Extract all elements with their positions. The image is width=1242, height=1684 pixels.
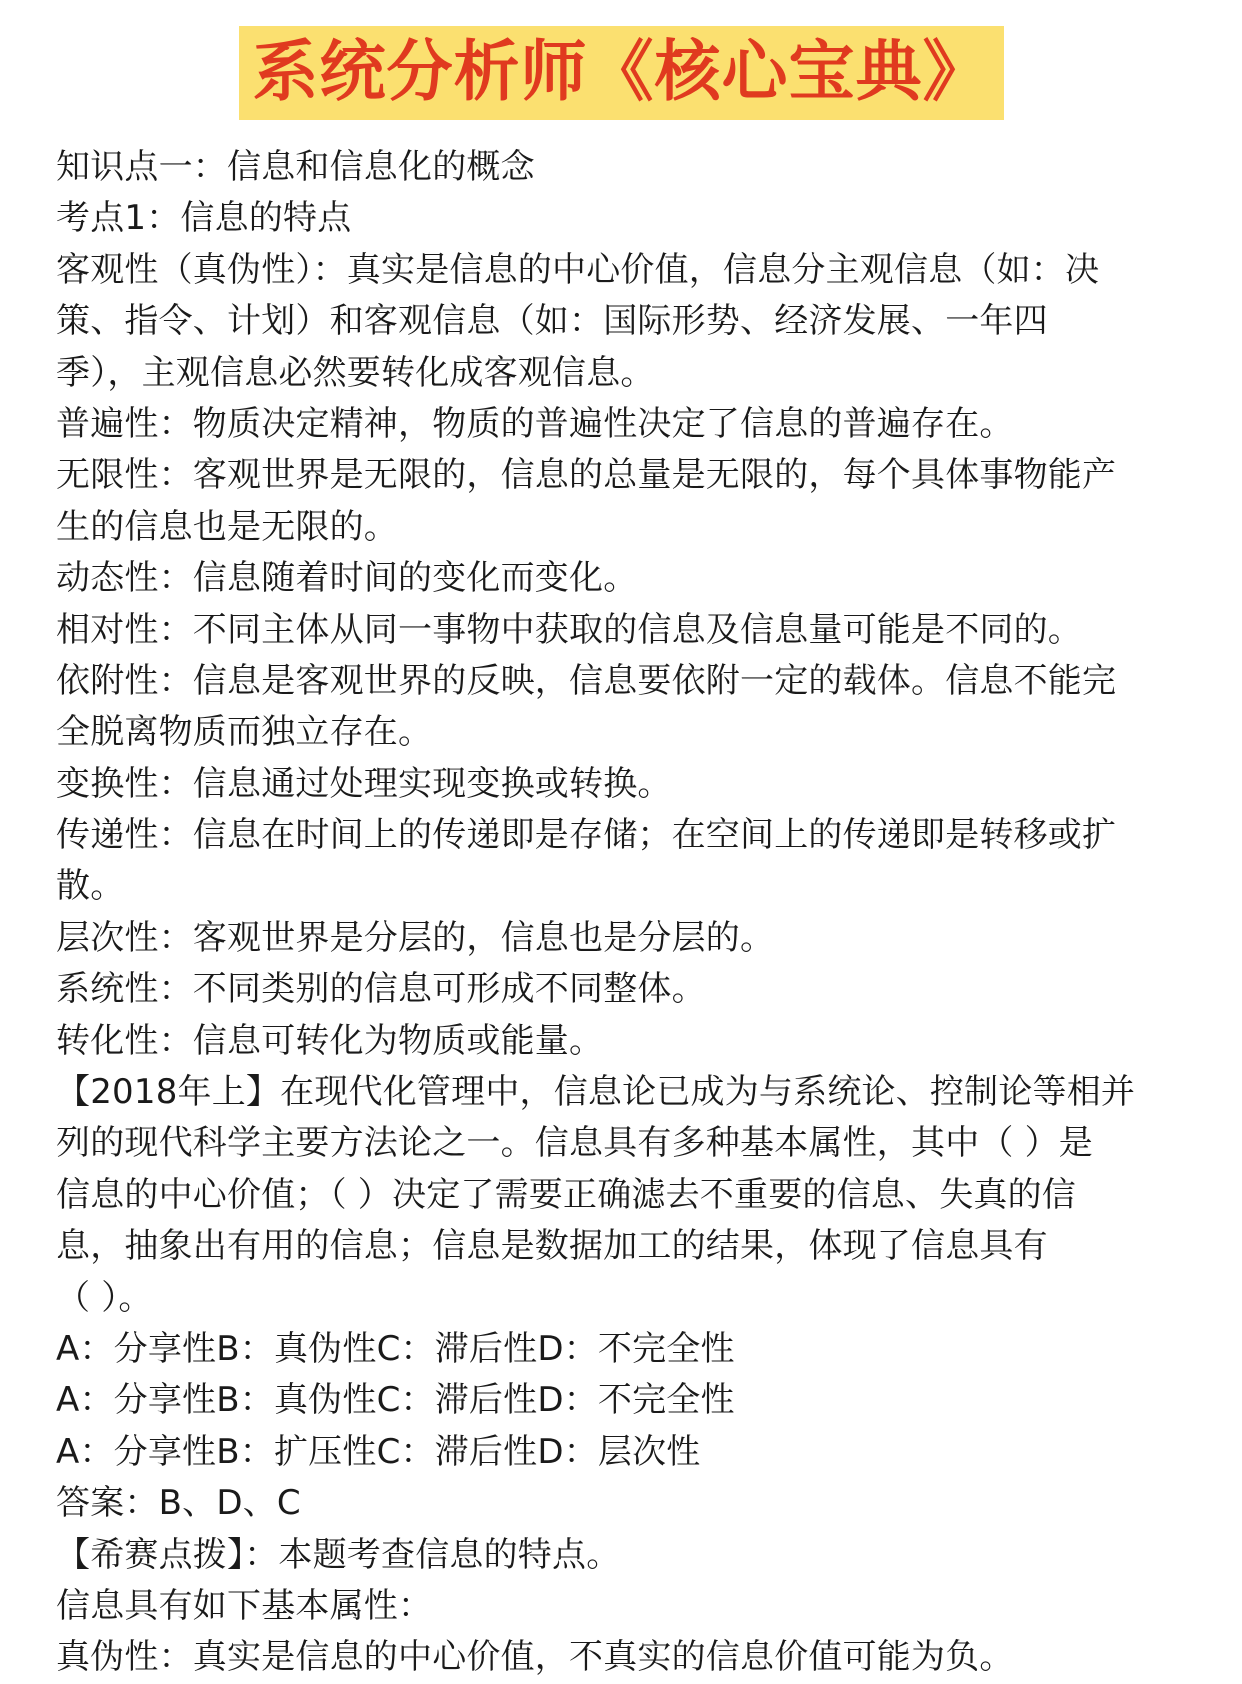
answer-line: 答案：B、D、C bbox=[56, 1483, 301, 1524]
option-line: A：分享性B：扩压性C：滞后性D：层次性 bbox=[56, 1431, 701, 1472]
page-title: 系统分析师《核心宝典》 bbox=[239, 26, 1004, 120]
text-line: 层次性：客观世界是分层的，信息也是分层的。 bbox=[56, 917, 775, 958]
text-line: 相对性：不同主体从同一事物中获取的信息及信息量可能是不同的。 bbox=[56, 609, 1082, 650]
text-line: 生的信息也是无限的。 bbox=[56, 506, 398, 547]
question-line: （ ）。 bbox=[56, 1277, 153, 1318]
text-line: 季），主观信息必然要转化成客观信息。 bbox=[56, 352, 655, 393]
text-line: 传递性：信息在时间上的传递即是存储；在空间上的传递即是转移或扩 bbox=[56, 815, 1117, 856]
title-banner bbox=[0, 26, 1242, 120]
text-line: 真伪性：真实是信息的中心价值，不真实的信息价值可能为负。 bbox=[56, 1637, 1014, 1678]
text-line: 客观性（真伪性）：真实是信息的中心价值，信息分主观信息（如：决 bbox=[56, 249, 1100, 290]
text-line: 转化性：信息可转化为物质或能量。 bbox=[56, 1020, 604, 1061]
text-line: 策、指令、计划）和客观信息（如：国际形势、经济发展、一年四 bbox=[56, 301, 1048, 342]
question-line: 【2018年上】在现代化管理中，信息论已成为与系统论、控制论等相并 bbox=[56, 1072, 1136, 1113]
text-line: 变换性：信息通过处理实现变换或转换。 bbox=[56, 763, 672, 804]
question-line: 信息的中心价值；（ ）决定了需要正确滤去不重要的信息、失真的信 bbox=[56, 1174, 1077, 1215]
text-line: 全脱离物质而独立存在。 bbox=[56, 712, 433, 753]
text-line: 动态性：信息随着时间的变化而变化。 bbox=[56, 558, 638, 599]
question-line: 息，抽象出有用的信息；信息是数据加工的结果，体现了信息具有 bbox=[56, 1226, 1048, 1267]
section-heading: 知识点一：信息和信息化的概念 bbox=[56, 147, 535, 187]
tip-line: 【希赛点拨】：本题考查信息的特点。 bbox=[56, 1534, 621, 1575]
text-line: 普遍性：物质决定精神，物质的普遍性决定了信息的普遍存在。 bbox=[56, 403, 1014, 444]
text-line: 散。 bbox=[56, 866, 125, 907]
text-line: 无限性：客观世界是无限的，信息的总量是无限的，每个具体事物能产 bbox=[56, 455, 1117, 496]
text-line: 系统性：不同类别的信息可形成不同整体。 bbox=[56, 969, 706, 1010]
topic-heading: 考点1：信息的特点 bbox=[56, 198, 352, 239]
text-line: 依附性：信息是客观世界的反映，信息要依附一定的载体。信息不能完 bbox=[56, 660, 1117, 701]
question-line: 列的现代科学主要方法论之一。信息具有多种基本属性，其中（ ）是 bbox=[56, 1123, 1094, 1164]
option-line: A：分享性B：真伪性C：滞后性D：不完全性 bbox=[56, 1328, 735, 1369]
document-body bbox=[56, 142, 1206, 1684]
option-line: A：分享性B：真伪性C：滞后性D：不完全性 bbox=[56, 1380, 735, 1421]
text-line: 信息具有如下基本属性： bbox=[56, 1585, 433, 1626]
